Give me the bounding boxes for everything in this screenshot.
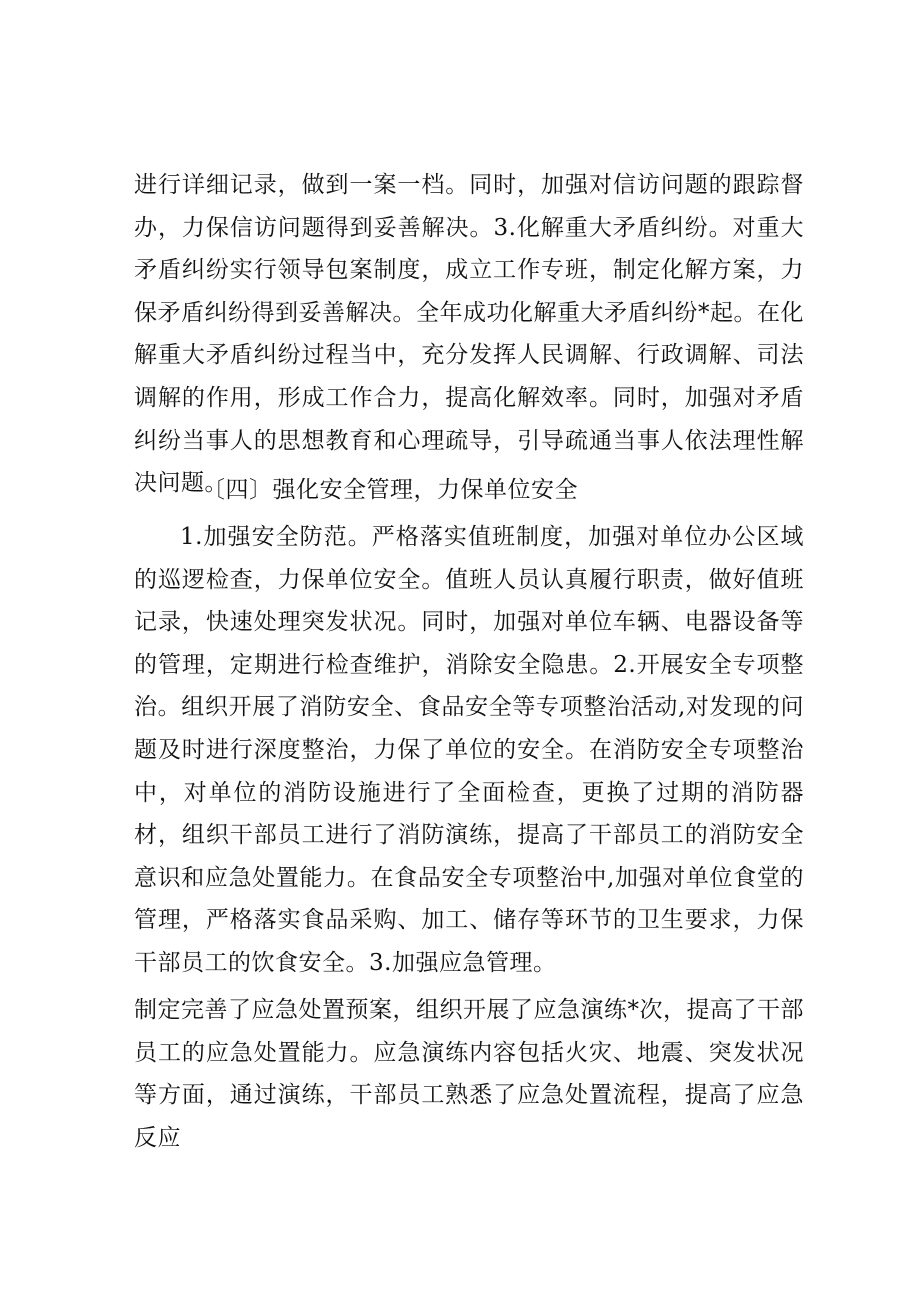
paragraph-text: 制定完善了应急处置预案，组织开展了应急演练*次，提高了干部员工的应急处置能力。应急演练内容包括火灾、地震、突发状况等方面，通过演练，干部员工熟悉了应急处置流程，提高了应急反应 [134, 997, 804, 1151]
section-heading-safety [202, 470, 872, 510]
paragraph-safety-measures [134, 516, 804, 985]
paragraph-text: 进行详细记录，做到一案一档。同时，加强对信访问题的跟踪督办，力保信访问题得到妥善解决。3.化解重大矛盾纠纷。对重大矛盾纠纷实行领导包案制度，成立工作专班，制定化解方案，力保矛盾纠纷得到妥善解决。全年成功化解重大矛盾纠纷*起。在化解重大矛盾纠纷过程当中，充分发挥人民调解、行政调解、司法调解的作用，形成工作合力，提高化解效率。同时，加强对矛盾纠纷当事人的思想教育和心理疏导，引导疏通当事人依法理性解决问题。 [134, 172, 804, 497]
section-heading-text: 〔四〕强化安全管理，力保单位安全 [202, 477, 578, 503]
paragraph-emergency-plan [134, 989, 804, 1159]
paragraph-text: 1.加强安全防范。严格落实值班制度，加强对单位办公区域的巡逻检查，力保单位安全。值班人员认真履行职责，做好值班记录，快速处理突发状况。同时，加强对单位车辆、电器设备等的管理，定期进行检查维护，消除安全隐患。2.开展安全专项整治。组织开展了消防安全、食品安全等专项整治活动,对发现的问题及时进行深度整治，力保了单位的安全。在消防安全专项整治中，对单位的消防设施进行了全面检查，更换了过期的消防器材，组织干部员工进行了消防演练，提高了干部员工的消防安全意识和应急处置能力。在食品安全专项整治中,加强对单位食堂的管理，严格落实食品采购、加工、储存等环节的卫生要求，力保干部员工的饮食安全。3.加强应急管理。 [134, 524, 804, 976]
paragraph-petition-disputes [134, 164, 804, 505]
